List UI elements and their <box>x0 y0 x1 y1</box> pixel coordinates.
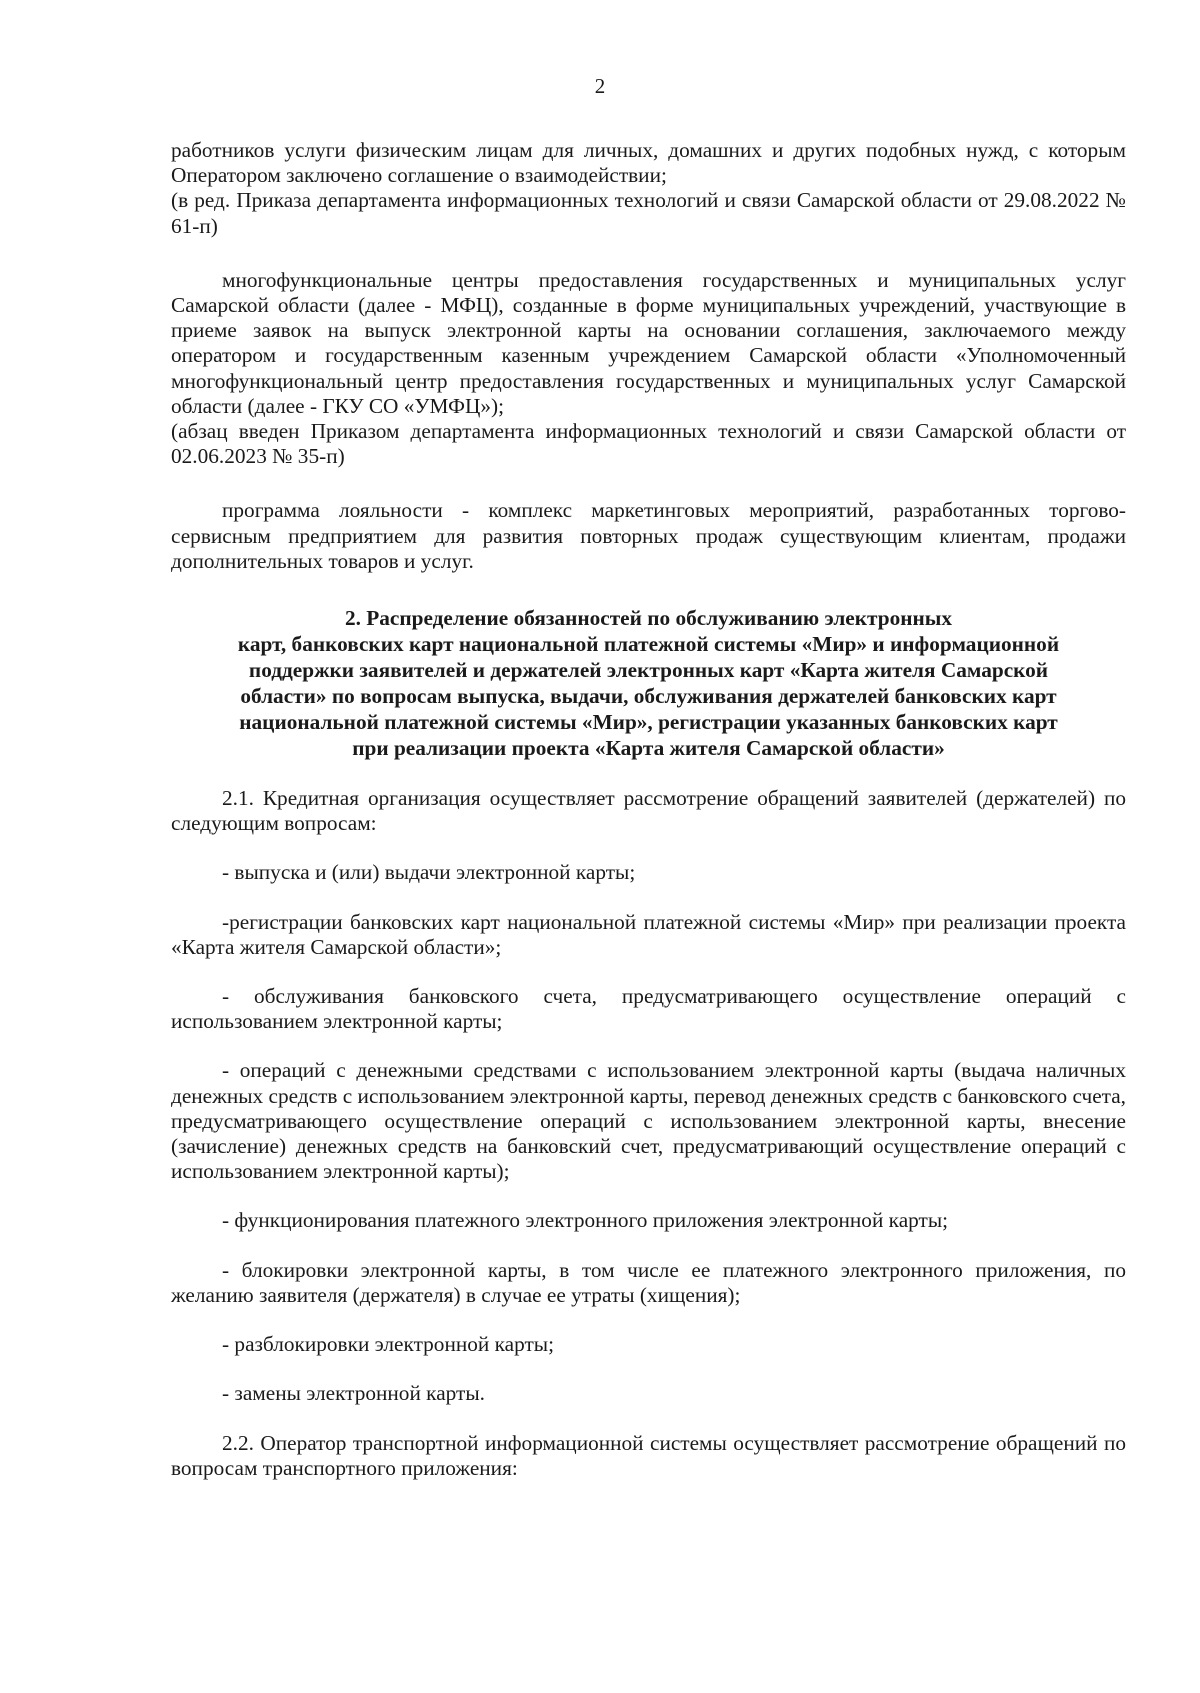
paragraph-loyalty-program: программа лояльности - комплекс маркетинговых мероприятий, разработанных торгово-сервисным предприятием для развития повторных продаж существующим клиентам, продажи дополнительных товаров и услуг. <box>171 498 1126 573</box>
section-heading-line: 2. Распределение обязанностей по обслуживанию электронных <box>344 606 953 631</box>
list-item: - блокировки электронной карты, в том числе ее платежного электронного приложения, по желанию заявителя (держателя) в случае ее утраты (хищения); <box>171 1257 1126 1307</box>
paragraph-continuation: работников услуги физическим лицам для личных, домашних и других подобных нужд, с которым Оператором заключено соглашение о взаимодействии; <box>171 138 1126 188</box>
list-item: -регистрации банковских карт национальной платежной системы «Мир» при реализации проекта «Карта жителя Самарской области»; <box>171 909 1126 959</box>
clause-2-2: 2.2. Оператор транспортной информационной системы осуществляет рассмотрение обращений по вопросам транспортного приложения: <box>171 1430 1126 1480</box>
clause-2-1: 2.1. Кредитная организация осуществляет рассмотрение обращений заявителей (держателей) по следующим вопросам: <box>171 786 1126 836</box>
section-heading-line: карт, банковских карт национальной платежной системы «Мир» и информационной <box>237 632 1060 657</box>
section-heading <box>171 605 1126 761</box>
document-body <box>171 138 1126 1481</box>
paragraph-amendment-note: (абзац введен Приказом департамента информационных технологий и связи Самарской области от 02.06.2023 № 35-п) <box>171 419 1126 469</box>
section-heading-line: области» по вопросам выпуска, выдачи, обслуживания держателей банковских карт <box>240 684 1057 709</box>
list-item: - обслуживания банковского счета, предусматривающего осуществление операций с использованием электронной карты; <box>171 984 1126 1034</box>
list-item: - операций с денежными средствами с использованием электронной карты (выдача наличных денежных средств с использованием электронной карты, перевод денежных средств с банковского счета, предусматривающего осуществление операций с использованием электронной карты, внесение (зачисление) денежных средств на банковский счет, предусматривающий осуществление операций с использованием электронной карты); <box>171 1058 1126 1184</box>
section-heading-line: национальной платежной системы «Мир», регистрации указанных банковских карт <box>239 710 1058 735</box>
paragraph-amendment-note: (в ред. Приказа департамента информационных технологий и связи Самарской области от 29.08.2022 № 61-п) <box>171 188 1126 238</box>
list-item: - замены электронной карты. <box>222 1381 485 1406</box>
list-item: - функционирования платежного электронного приложения электронной карты; <box>222 1208 949 1233</box>
section-heading-line: поддержки заявителей и держателей электронных карт «Карта жителя Самарской <box>248 658 1049 683</box>
page-number: 2 <box>594 74 606 98</box>
section-heading-line: при реализации проекта «Карта жителя Самарской области» <box>352 736 945 761</box>
list-item: - выпуска и (или) выдачи электронной карты; <box>222 860 636 885</box>
paragraph-mfc-definition: многофункциональные центры предоставления государственных и муниципальных услуг Самарской области (далее - МФЦ), созданные в форме муниципальных учреждений, участвующие в приеме заявок на выпуск электронной карты на основании соглашения, заключаемого между оператором и государственным казенным учреждением Самарской области «Уполномоченный многофункциональный центр предоставления государственных и муниципальных услуг Самарской области (далее - ГКУ СО «УМФЦ»); <box>171 267 1126 418</box>
list-item: - разблокировки электронной карты; <box>222 1332 554 1357</box>
